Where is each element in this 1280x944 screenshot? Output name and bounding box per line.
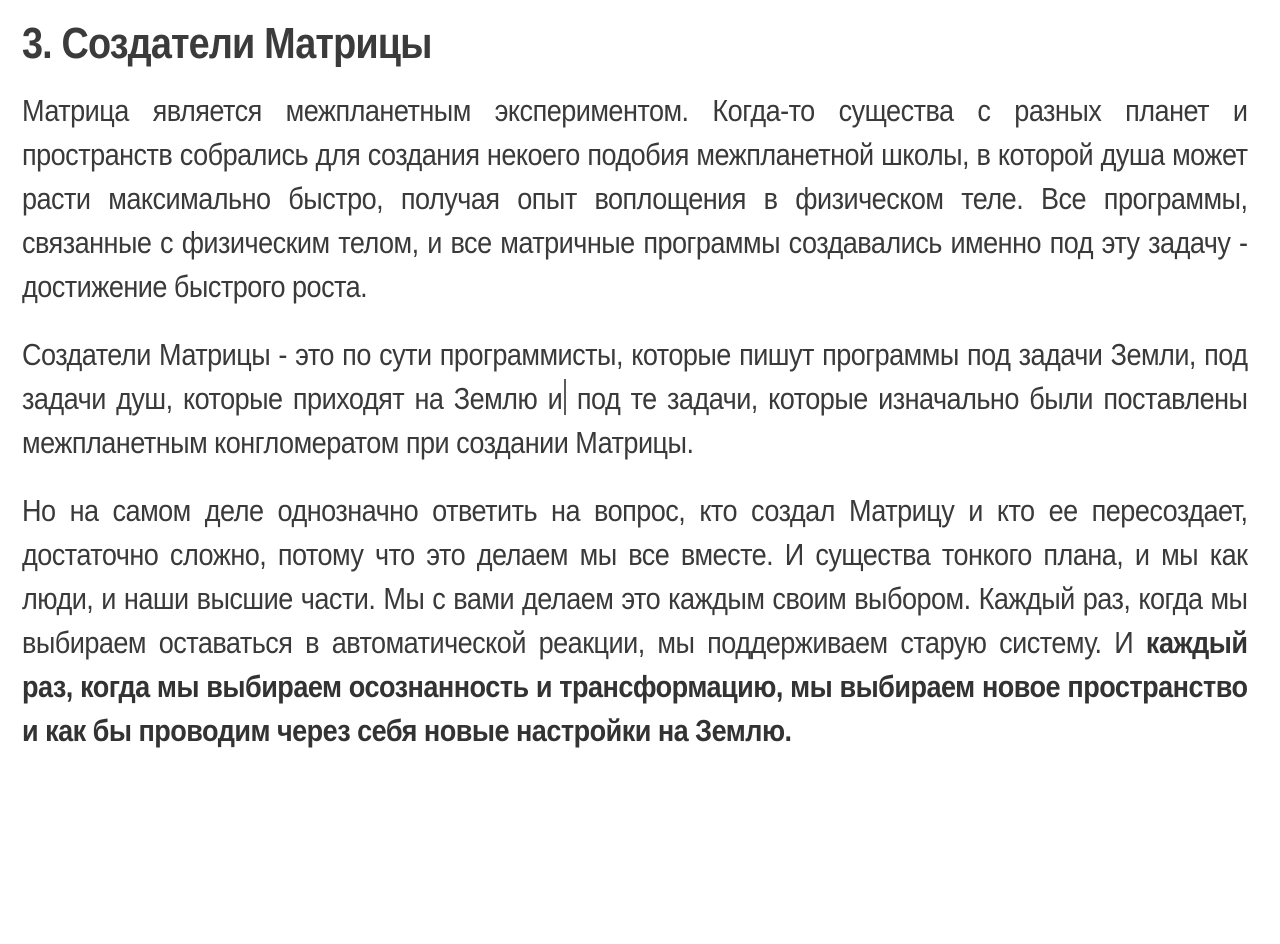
paragraph-3-bold-text: каждый раз, когда мы выбираем осознанность и трансформацию, мы выбираем новое пространство и как бы проводим через себя новые настройки на Землю. (22, 624, 1248, 748)
paragraph-3-body (22, 489, 1247, 753)
paragraph-1 (22, 89, 1248, 309)
document-page (22, 18, 1248, 777)
paragraph-3 (22, 489, 1248, 753)
paragraph-2-text-start: Создатели Матрицы - это по сути программисты, которые пишут программы под задачи Земли, под задачи душ, которые приходят на Землю и (22, 336, 1248, 416)
paragraph-2[interactable] (22, 333, 1248, 465)
text-cursor (564, 379, 566, 415)
paragraph-2-text-end: под те задачи, которые изначально были поставлены межпланетным конгломератом при создании Матрицы. (22, 380, 1248, 460)
paragraph-2-body (22, 333, 1247, 465)
paragraph-3-text: Но на самом деле однозначно ответить на вопрос, кто создал Матрицу и кто ее пересоздает, достаточно сложно, потому что это делаем мы все вместе. И существа тонкого плана, и мы как люди, и наши высшие части. Мы с вами делаем это каждым своим выбором. Каждый раз, когда мы выбираем оставаться в автоматической реакции, мы поддерживаем старую систему. И (22, 492, 1248, 660)
section-heading: 3. Создатели Матрицы (22, 19, 432, 68)
paragraph-1-text: Матрица является межпланетным экспериментом. Когда-то существа с разных планет и пространств собрались для создания некоего подобия межпланетной школы, в которой душа может расти максимально быстро, получая опыт воплощения в физическом теле. Все программы, связанные с физическим телом, и все матричные программы создавались именно под эту задачу - достижение быстрого роста. (22, 92, 1248, 304)
